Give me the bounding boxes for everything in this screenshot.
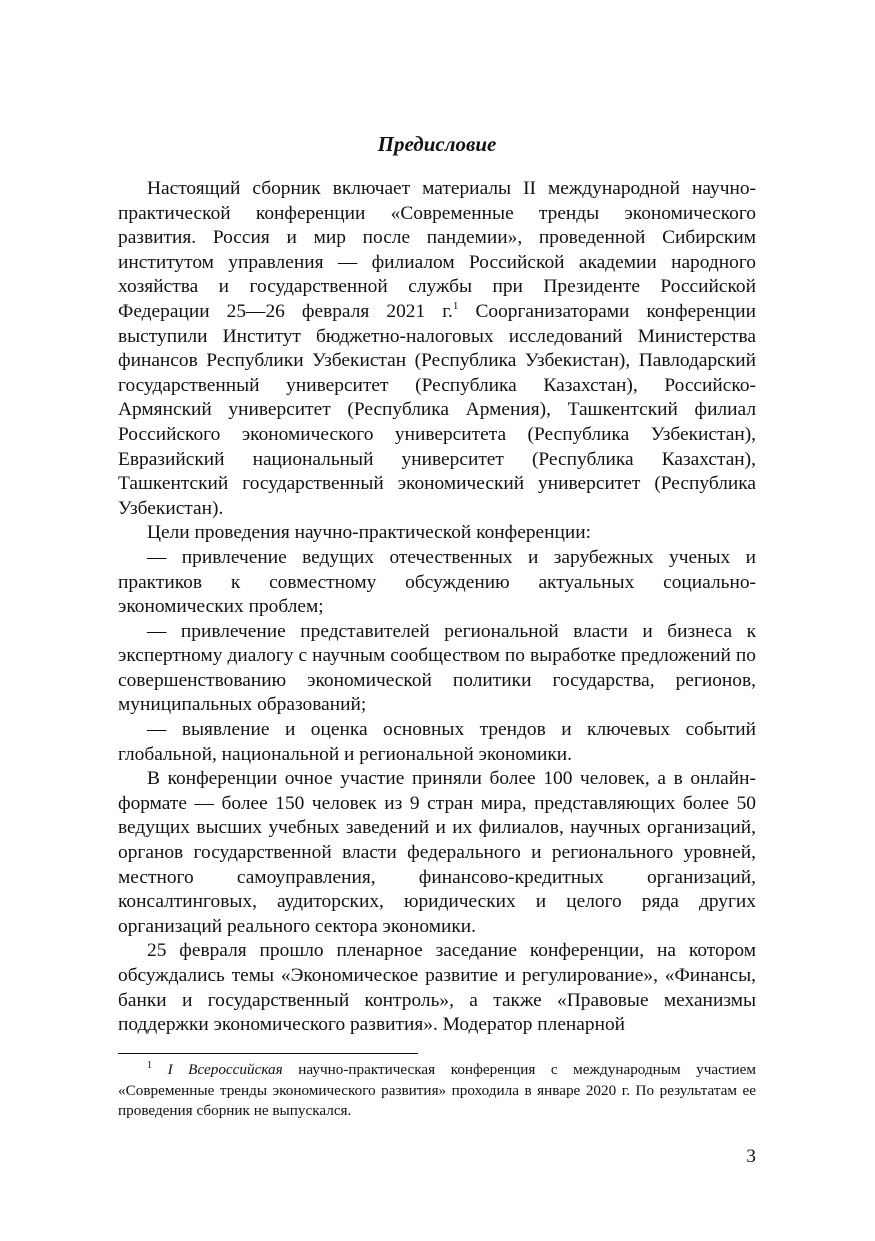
footnote-reference[interactable]: 1: [452, 299, 459, 312]
paragraph-intro: [118, 177, 756, 521]
paragraph-intro-text-after: Соорганизаторами конференции выступили Институт бюджетно-налоговых исследований Министерства финансов Республики Узбекистан (Республика Узбекистан), Павлодарский государственный университет (Республика Казахстан), Российско-Армянский университет (Республика Армения), Ташкентский филиал Российского экономического университета (Республика Узбекистан), Евразийский национальный университет (Республика Казахстан), Ташкентский государственный экономический университет (Республика Узбекистан).: [118, 300, 756, 519]
paragraph-goal-item: — привлечение ведущих отечественных и зарубежных ученых и практиков к совместному обсуждению актуальных социально-экономических проблем;: [118, 546, 756, 618]
footnote-mark: 1: [147, 1060, 152, 1071]
paragraph-intro-text-before: Настоящий сборник включает материалы II международной научно-практической конференции «Современные тренды экономического развития. Россия и мир после пандемии», проведенной Сибирским институтом управления — филиалом Российской академии народного хозяйства и государственной службы при Президенте Российской Федерации 25—26 февраля 2021 г.: [118, 178, 756, 322]
body-text: [118, 177, 756, 1038]
paragraph-goals-heading: Цели проведения научно-практической конференции:: [147, 522, 592, 544]
paragraph-goal-item: — выявление и оценка основных трендов и ключевых событий глобальной, национальной и региональной экономики.: [118, 719, 756, 765]
paragraph-plenary: 25 февраля прошло пленарное заседание конференции, на котором обсуждались темы «Экономическое развитие и регулирование», «Финансы, банки и государственный контроль», а также «Правовые механизмы поддержки экономического развития». Модератор пленарной: [118, 940, 756, 1036]
footnote: [118, 1060, 756, 1122]
paragraph-participation: В конференции очное участие приняли более 100 человек, а в онлайн-формате — более 150 человек из 9 стран мира, представляющих более 50 ведущих высших учебных заведений и их филиалов, научных организаций, органов государственной власти федерального и регионального уровней, местного самоуправления, финансово-кредитных организаций, консалтинговых, аудиторских, юридических и целого ряда других организаций реального сектора экономики.: [118, 768, 756, 937]
page-title: Предисловие: [377, 132, 497, 156]
footnote-lead: I Всероссийская: [167, 1061, 283, 1078]
paragraph-goal-item: — привлечение представителей региональной власти и бизнеса к экспертному диалогу с научным сообществом по выработке предложений по совершенствованию экономической политики государства, регионов, муниципальных образований;: [118, 620, 756, 716]
footnote-divider: [118, 1053, 418, 1054]
footnote-text: научно-практическая конференция с международным участием «Современные тренды экономического развития» проходила в январе 2020 г. По результатам ее проведения сборник не выпускался.: [118, 1061, 757, 1119]
page-number: 3: [746, 1146, 756, 1167]
